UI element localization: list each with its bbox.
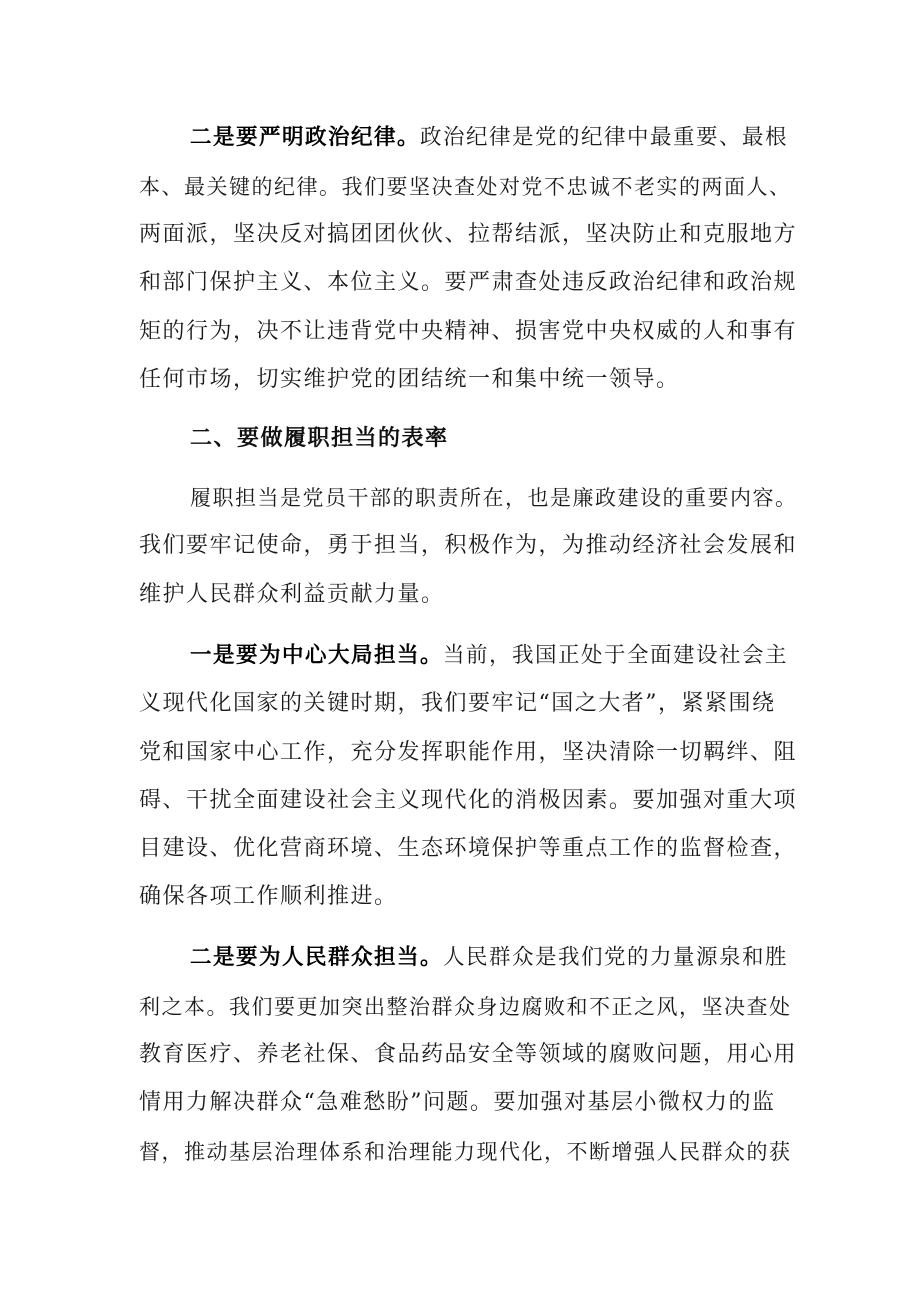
section-heading: 二、要做履职担当的表率: [190, 426, 449, 451]
para4-line-3: 教育医疗、养老社保、食品药品安全等领域的腐败问题，用心用: [139, 1042, 798, 1067]
para3-text-1: 当前，我国正处于全面建设社会主: [443, 643, 789, 668]
para2-line-1: 履职担当是党员干部的职责所在，也是廉政建设的重要内容。: [190, 486, 798, 510]
para3-line-5: 目建设、优化营商环境、生态环境保护等重点工作的监督检查，: [139, 836, 798, 861]
para3-line-4: 碍、干扰全面建设社会主义现代化的消极因素。要加强对重大项: [139, 788, 798, 813]
para4-line-2: 利之本。我们要更加突出整治群众身边腐败和不正之风，坚决查处: [139, 995, 792, 1019]
para2-line-3: 维护人民群众利益贡献力量。: [139, 582, 445, 607]
para1-line-4: 和部门保护主义、本位主义。要严肃查处违反政治纪律和政治规: [139, 270, 798, 295]
para1-line-5: 矩的行为，决不让违背党中央精神、损害党中央权威的人和事有: [139, 319, 798, 344]
para1-line-1: [190, 123, 788, 153]
para1-lead: 二是要严明政治纪律。: [190, 125, 421, 150]
para1-text-1: 政治纪律是党的纪律中最重要、最根: [420, 125, 789, 150]
para1-line-6: 任何市场，切实维护党的团结统一和集中统一领导。: [139, 367, 680, 392]
para3-line-2: 义现代化国家的关键时期，我们要牢记“国之大者”，紧紧围绕: [139, 691, 776, 716]
para4-line-5: 督，推动基层治理体系和治理能力现代化，不断增强人民群众的获: [139, 1140, 792, 1164]
para4-line-1: [190, 943, 788, 973]
para3-line-3: 党和国家中心工作，充分发挥职能作用，坚决清除一切羁绊、阻: [139, 740, 798, 765]
para4-line-4: 情用力解决群众“急难愁盼”问题。要加强对基层小微权力的监: [139, 1090, 776, 1115]
para4-text-1: 人民群众是我们党的力量源泉和胜: [443, 945, 789, 970]
para2-line-2: 我们要牢记使命，勇于担当，积极作为，为推动经济社会发展和: [139, 533, 798, 558]
para1-line-3: 两面派，坚决反对搞团团伙伙、拉帮结派，坚决防止和克服地方: [139, 222, 798, 247]
para1-line-2: 本、最关键的纪律。我们要坚决查处对党不忠诚不老实的两面人、: [139, 175, 792, 199]
para4-lead: 二是要为人民群众担当。: [190, 945, 444, 970]
para3-lead: 一是要为中心大局担当。: [190, 643, 444, 668]
para3-line-6: 确保各项工作顺利推进。: [139, 884, 398, 909]
para3-line-1: [190, 641, 788, 671]
